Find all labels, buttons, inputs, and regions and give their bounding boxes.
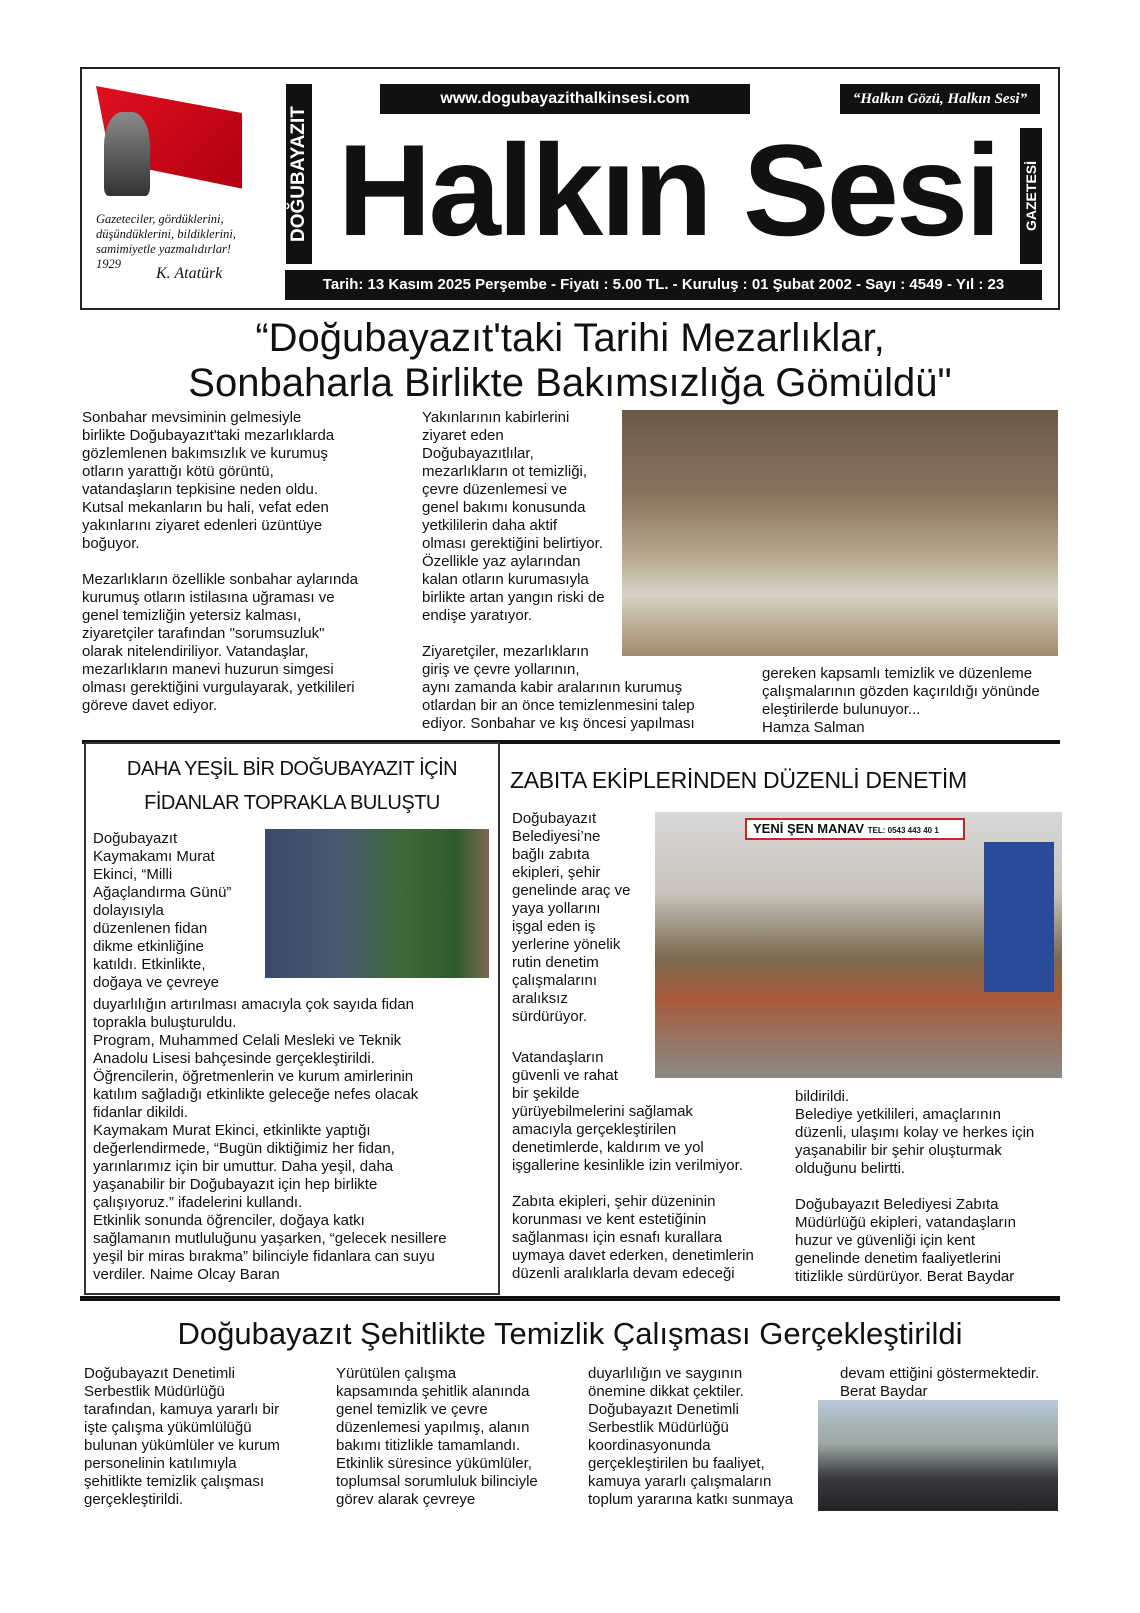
cemetery-photo <box>622 410 1058 656</box>
newspaper-title: Halkın Sesi <box>337 117 999 263</box>
slogan: “Halkın Gözü, Halkın Sesi” <box>840 84 1040 114</box>
article2-body: duyarlılığın artırılması amacıyla çok sayıda fidan toprakla buluşturuldu. Program, Muhammed Celali Mesleki ve Teknik Anadolu Lisesi bahçesinde gerçekleştirildi. Öğrencilerin, öğretmenlerin ve kurum amirlerinin katılım sağladığı etkinlikte geleceğe nefes olacak fidanlar dikildi. Kaymakam Murat Ekinci, etkinlikte yaptığı değerlendirmede, “Bugün diktiğimiz her fidan, yarınlarımız için bir umuttur. Daha yeşil, daha yaşanabilir bir Doğubayazıt için hep birlikte çalışıyoruz.” ifadelerini kullandı. Etkinlik sonunda öğrenciler, doğaya katkı sağlamanın mutluluğunu yaşarken, “gelecek nesillere yeşil bir miras bırakma” bilinciyle fidanlara can suyu verdiler. Naime Olcay Baran <box>93 996 447 1283</box>
article1-col1: Sonbahar mevsiminin gelmesiyle birlikte Doğubayazıt'taki mezarlıklarda gözlemlenen bakımsızlık ve kurumuş otların yarattığı kötü görüntü, vatandaşların tepkisine neden oldu. Kutsal mekanların bu hali, vefat eden yakınlarını ziyaret edenleri üzüntüye boğuyor. Mezarlıkların özellikle sonbahar aylarında kurumuş otların istilasına uğraması ve genel temizliğin yetersiz kalması, ziyaretçiler tarafından "sorumsuzluk" olarak nitelendiriliyor. Vatandaşlar, mezarlıkların manevi huzurun simgesi olması gerektiğini vurgulayarak, yetkilileri göreve davet ediyor. <box>82 409 358 714</box>
website-link[interactable]: www.dogubayazithalkinsesi.com <box>380 84 750 114</box>
tree-planting-photo <box>265 829 489 978</box>
article1-col2: Yakınlarının kabirlerini ziyaret eden Doğubayazıtlılar, mezarlıkların ot temizliği, çevre düzenlemesi ve genel bakımı konusunda yetkililerin daha aktif olması gerektiğini belirtiyor. Özellikle yaz aylarından kalan otların kurumasıyla birlikte artan yangın riski de endişe yaratıyor. Ziyaretçiler, mezarlıkların giriş ve çevre yollarının, aynı zamanda kabir aralarının kurumuş otlardan bir an önce temizlenmesini talep ediyor. Sonbahar ve kış öncesi yapılması <box>422 409 695 732</box>
masthead-right-vertical: GAZETESİ <box>1020 128 1042 264</box>
shop-sign-phone: TEL: 0543 443 40 1 <box>867 826 939 835</box>
masthead-left-vertical: DOĞUBAYAZIT <box>286 84 312 264</box>
article3-col1: Vatandaşların güvenli ve rahat bir şekilde yürüyebilmelerini sağlamak amacıyla gerçekleştirilen denetimlerde, kaldırım ve yol işgallerine kesinlikle izin verilmiyor. Zabıta ekipleri, şehir düzeninin korunması ve kent estetiğinin sağlanması için esnafı kurallara uymaya davet ederken, denetimlerin düzenli aralıklarla devam edeceği <box>512 1049 754 1282</box>
issue-info-bar: Tarih: 13 Kasım 2025 Perşembe - Fiyatı : 5.00 TL. - Kuruluş : 01 Şubat 2002 - Sayı : 4549 - Yıl : 23 <box>285 270 1042 300</box>
shop-sign-name: YENİ ŞEN MANAV <box>753 821 864 836</box>
article4-headline: Doğubayazıt Şehitlikte Temizlik Çalışması Gerçekleştirildi <box>177 1316 963 1351</box>
article3-intro: Doğubayazıt Belediyesi’ne bağlı zabıta ekipleri, şehir genelinde araç ve yaya yollarını işgal eden iş yerlerine yönelik rutin denetim çalışmalarını aralıksız sürdürüyor. <box>512 810 631 1025</box>
article3-headline: ZABITA EKİPLERİNDEN DÜZENLİ DENETİM <box>510 767 967 793</box>
ataturk-portrait <box>104 112 150 196</box>
article4-col2: Yürütülen çalışma kapsamında şehitlik alanında genel temizlik ve çevre düzenlemesi yapılmış, alanın bakımı titizlikle tamamlandı. Etkinlik süresince yükümlüler, toplumsal sorumluluk bilinciyle görev alarak çevreye <box>336 1365 538 1508</box>
article4-col4: devam ettiğini göstermektedir. Berat Baydar <box>840 1365 1040 1400</box>
shop-sign <box>745 818 965 840</box>
article1-headline: “Doğubayazıt'taki Tarihi Mezarlıklar, Sonbaharla Birlikte Bakımsızlığa Gömüldü" <box>188 316 952 405</box>
shop-door <box>984 842 1054 992</box>
ataturk-quote: Gazeteciler, gördüklerini, düşündüklerini, bildiklerini, samimiyetle yazmalıdırlar! 1929 <box>96 212 236 271</box>
article3-col2: bildirildi. Belediye yetkilileri, amaçlarının düzenli, ulaşımı kolay ve herkes için yaşanabilir bir şehir oluşturmak olduğunu belirtti. Doğubayazıt Belediyesi Zabıta Müdürlüğü ekipleri, vatandaşların huzur ve güvenliği için kent genelinde denetim faaliyetlerini titizlikle sürdürüyor. Berat Baydar <box>795 1088 1035 1285</box>
section-divider-2 <box>80 1296 1060 1301</box>
article2-headline: DAHA YEŞİL BİR DOĞUBAYAZIT İÇİN FİDANLAR TOPRAKLA BULUŞTU <box>126 758 458 814</box>
article4-col1: Doğubayazıt Denetimli Serbestlik Müdürlüğü tarafından, kamuya yararlı bir işte çalışma yükümlülüğü bulunan yükümlüler ve kurum personelinin katılımıyla şehitlikte temizlik çalışması gerçekleştirildi. <box>84 1365 280 1508</box>
ataturk-signature: K. Atatürk <box>156 265 223 282</box>
market-inspection-photo <box>655 812 1062 1078</box>
cemetery-cleanup-photo <box>818 1400 1058 1511</box>
article4-col3: duyarlılığın ve saygının önemine dikkat çektiler. Doğubayazıt Denetimli Serbestlik Müdürlüğü koordinasyonunda gerçekleştirilen bu faaliyet, kamuya yararlı çalışmaların toplum yararına katkı sunmaya <box>588 1365 794 1508</box>
article1-col3: gereken kapsamlı temizlik ve düzenleme çalışmalarının gözden kaçırıldığı yönünde eleştirilerde bulunuyor... Hamza Salman <box>762 665 1040 736</box>
article2-intro: Doğubayazıt Kaymakamı Murat Ekinci, “Milli Ağaçlandırma Günü” dolayısıyla düzenlenen fidan dikme etkinliğine katıldı. Etkinlikte, doğaya ve çevreye <box>93 830 232 991</box>
